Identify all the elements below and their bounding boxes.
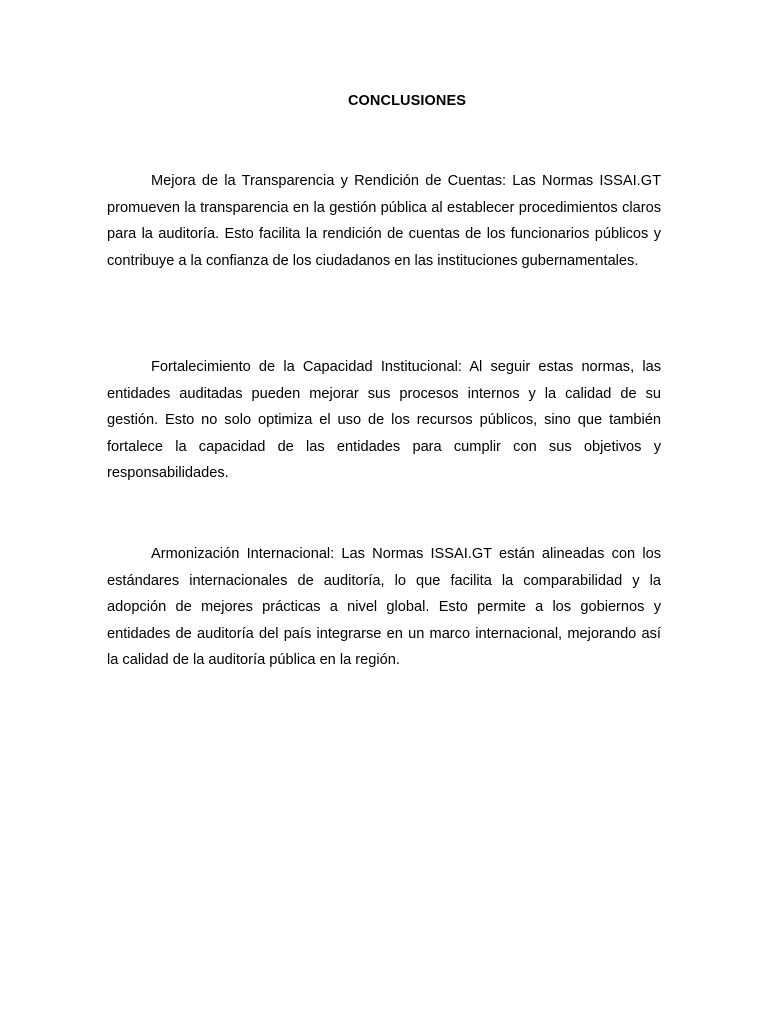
paragraph-institutional-capacity: Fortalecimiento de la Capacidad Institucional: Al seguir estas normas, las entidades auditadas pueden mejorar sus procesos internos y la calidad de su gestión. Esto no solo optimiza el uso de los recursos públicos, sino que también fortalece la capacidad de las entidades para cumplir con sus objetivos y responsabilidades. — [107, 359, 661, 482]
paragraph-transparency: Mejora de la Transparencia y Rendición de Cuentas: Las Normas ISSAI.GT promueven la transparencia en la gestión pública al establecer procedimientos claros para la auditoría. Esto facilita la rendición de cuentas de los funcionarios públicos y contribuye a la confianza de los ciudadanos en las instituciones gubernamentales. — [107, 173, 661, 269]
page-title: CONCLUSIONES — [347, 93, 466, 109]
paragraph-international-harmonization: Armonización Internacional: Las Normas ISSAI.GT están alineadas con los estándares internacionales de auditoría, lo que facilita la comparabilidad y la adopción de mejores prácticas a nivel global. Esto permite a los gobiernos y entidades de auditoría del país integrarse en un marco internacional, mejorando así la calidad de la auditoría pública en la región. — [107, 546, 661, 669]
